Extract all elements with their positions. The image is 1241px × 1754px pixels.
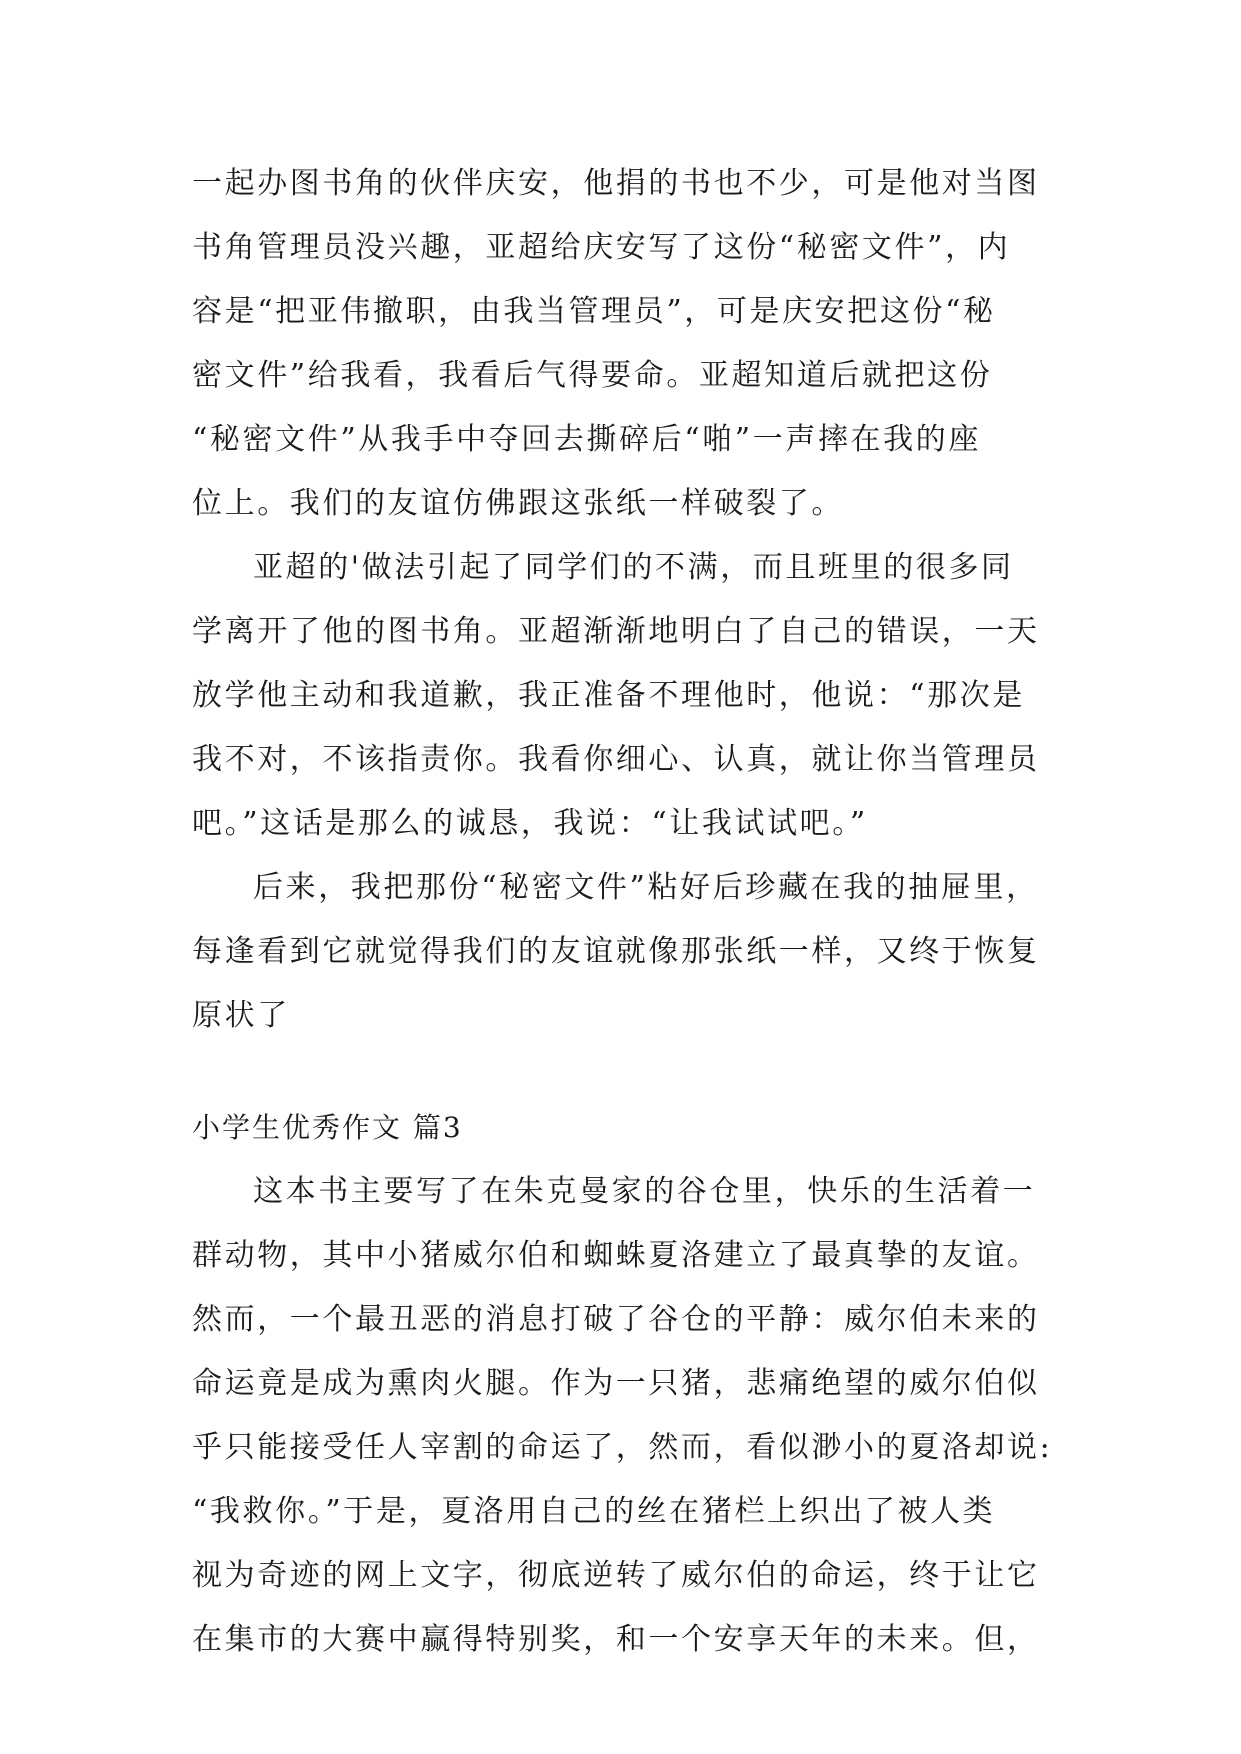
text-line: 然而，一个最丑恶的消息打破了谷仓的平静：威尔伯未来的 (192, 1302, 1040, 1337)
text-line: 在集市的大赛中赢得特别奖，和一个安享天年的未来。但， (192, 1622, 1040, 1657)
text-line: 视为奇迹的网上文字，彻底逆转了威尔伯的命运，终于让它 (192, 1558, 1040, 1593)
text-line: 吧。”这话是那么的诚恳，我说：“让我试试吧。” (192, 806, 868, 841)
text-line: “我救你。”于是，夏洛用自己的丝在猪栏上织出了被人类 (192, 1494, 996, 1529)
text-line: 乎只能接受任人宰割的命运了，然而，看似渺小的夏洛却说: (192, 1430, 1053, 1465)
text-line: 原状了 (192, 998, 290, 1033)
text-line: 放学他主动和我道歉，我正准备不理他时，他说：“那次是 (192, 678, 1025, 713)
paragraph-first-line: 亚超的'做法引起了同学们的不满，而且班里的很多同 (253, 550, 1014, 585)
section-title: 小学生优秀作文 篇3 (192, 1111, 463, 1144)
text-line: 密文件”给我看，我看后气得要命。亚超知道后就把这份 (192, 358, 993, 393)
text-line: 每逢看到它就觉得我们的友谊就像那张纸一样，又终于恢复 (192, 934, 1040, 969)
text-line: 我不对，不该指责你。我看你细心、认真，就让你当管理员 (192, 742, 1040, 777)
text-line: 容是“把亚伟撤职，由我当管理员”，可是庆安把这份“秘 (192, 294, 996, 329)
text-line: 命运竟是成为熏肉火腿。作为一只猪，悲痛绝望的威尔伯似 (192, 1366, 1040, 1401)
paragraph-first-line: 这本书主要写了在朱克曼家的谷仓里，快乐的生活着一 (253, 1174, 1036, 1209)
text-line: 书角管理员没兴趣，亚超给庆安写了这份“秘密文件”，内 (192, 230, 1011, 265)
text-line: 位上。我们的友谊仿佛跟这张纸一样破裂了。 (192, 486, 844, 521)
text-line: 学离开了他的图书角。亚超渐渐地明白了自己的错误，一天 (192, 614, 1040, 649)
paragraph-first-line: 后来，我把那份“秘密文件”粘好后珍藏在我的抽屉里， (253, 870, 1039, 905)
text-line: 一起办图书角的伙伴庆安，他捐的书也不少，可是他对当图 (192, 166, 1040, 201)
text-line: 群动物，其中小猪威尔伯和蜘蛛夏洛建立了最真挚的友谊。 (192, 1238, 1040, 1273)
text-line: “秘密文件”从我手中夺回去撕碎后“啪”一声摔在我的座 (192, 422, 981, 457)
